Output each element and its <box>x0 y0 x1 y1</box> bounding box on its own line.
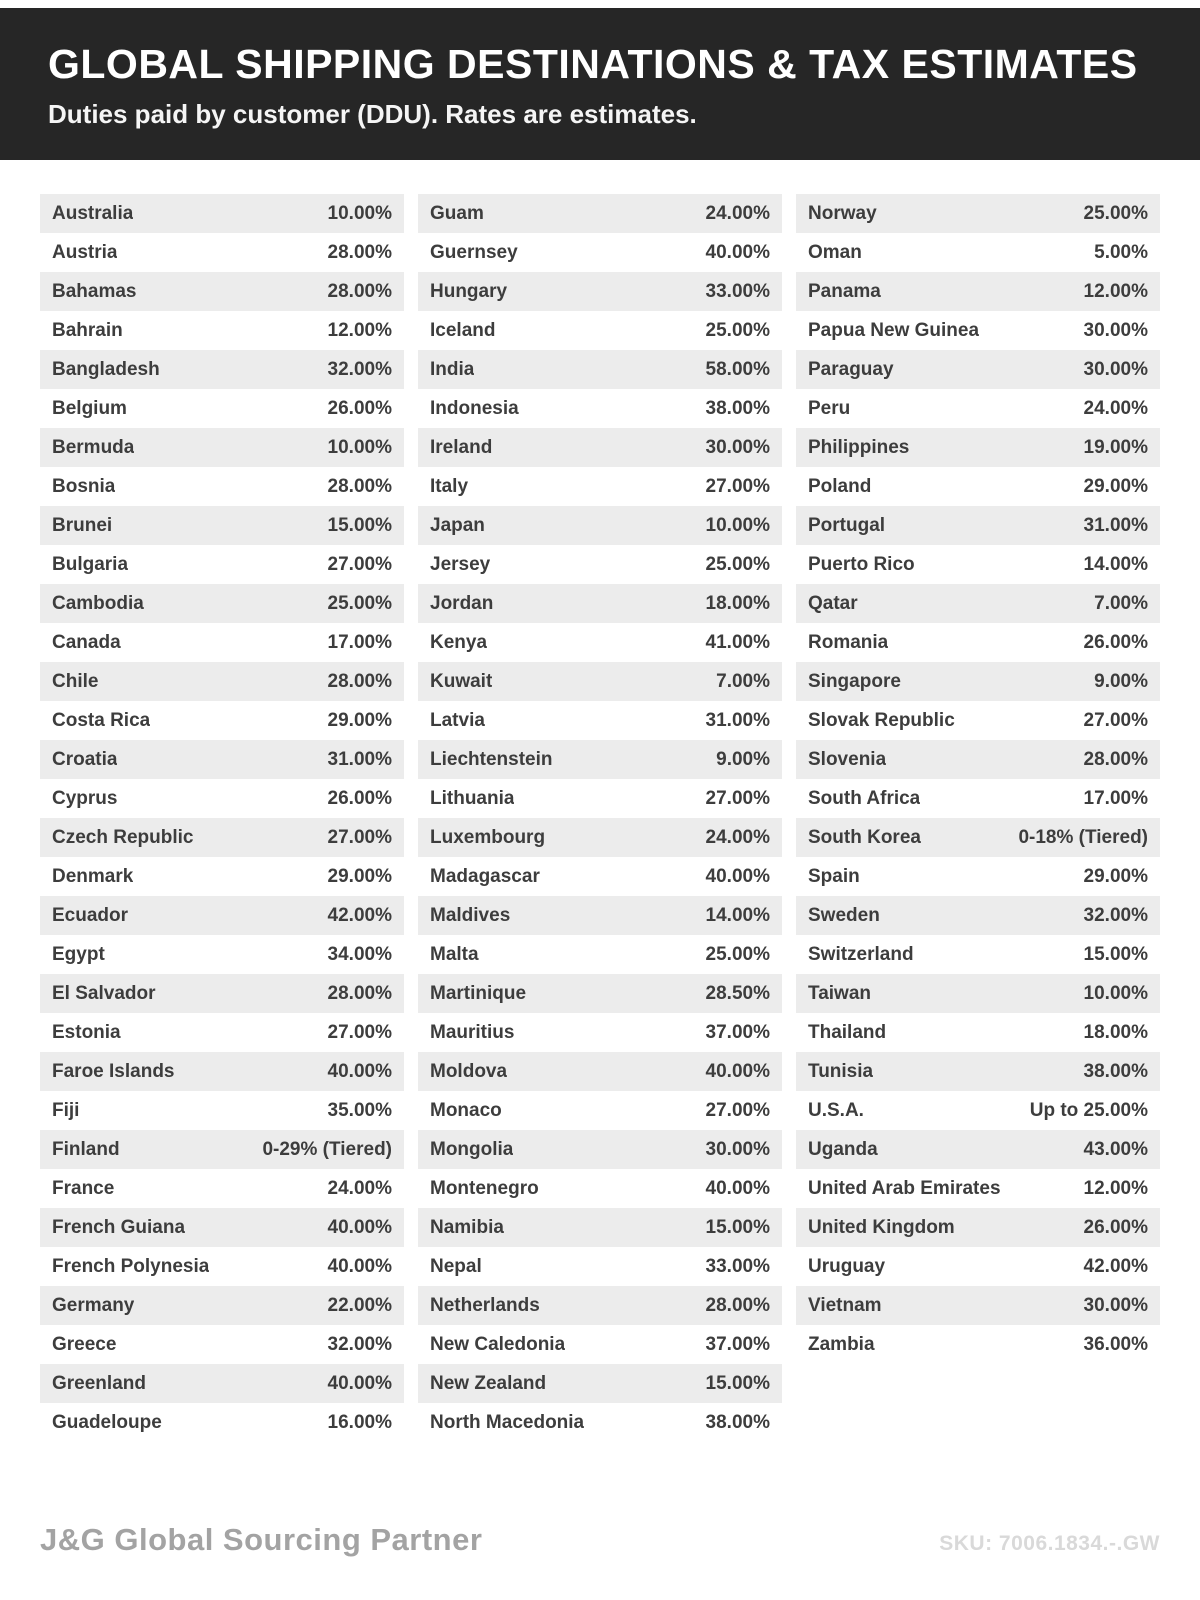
rate-value: 26.00% <box>1083 631 1148 653</box>
rate-value: 41.00% <box>705 631 770 653</box>
country-label: Canada <box>52 631 121 653</box>
rate-row <box>40 1247 404 1286</box>
rate-value: 27.00% <box>705 787 770 809</box>
country-label: Switzerland <box>808 943 914 965</box>
rate-value: 40.00% <box>327 1372 392 1394</box>
rate-row <box>418 1208 782 1247</box>
rate-row <box>40 623 404 662</box>
country-label: Fiji <box>52 1099 80 1121</box>
country-label: Mauritius <box>430 1021 515 1043</box>
rate-row <box>418 857 782 896</box>
rate-row <box>418 389 782 428</box>
rate-row <box>796 935 1160 974</box>
rate-row <box>40 311 404 350</box>
rate-row <box>418 428 782 467</box>
country-label: Iceland <box>430 319 496 341</box>
country-label: Zambia <box>808 1333 875 1355</box>
country-label: Bermuda <box>52 436 135 458</box>
country-label: Liechtenstein <box>430 748 553 770</box>
country-label: Cambodia <box>52 592 144 614</box>
footer <box>40 1522 1160 1558</box>
rate-row <box>418 1364 782 1403</box>
rate-value: 42.00% <box>327 904 392 926</box>
rate-value: 58.00% <box>705 358 770 380</box>
rate-row <box>418 935 782 974</box>
rate-value: 12.00% <box>1083 1177 1148 1199</box>
country-label: Bosnia <box>52 475 116 497</box>
country-label: Qatar <box>808 592 858 614</box>
rate-row <box>796 1286 1160 1325</box>
rate-value: 42.00% <box>1083 1255 1148 1277</box>
rate-value: 32.00% <box>327 1333 392 1355</box>
rate-value: 0-18% (Tiered) <box>1018 826 1148 848</box>
country-label: North Macedonia <box>430 1411 585 1433</box>
country-label: Japan <box>430 514 485 536</box>
page-subtitle: Duties paid by customer (DDU). Rates are estimates. <box>48 99 697 130</box>
rate-row <box>418 740 782 779</box>
rate-row <box>418 779 782 818</box>
rate-row <box>418 311 782 350</box>
country-label: New Zealand <box>430 1372 547 1394</box>
country-label: Romania <box>808 631 889 653</box>
rate-row <box>418 584 782 623</box>
brand-name: J&G Global Sourcing Partner <box>40 1522 483 1557</box>
rate-row <box>796 662 1160 701</box>
country-label: Spain <box>808 865 860 887</box>
rate-row <box>796 857 1160 896</box>
rate-value: 10.00% <box>327 202 392 224</box>
rate-value: 9.00% <box>716 748 770 770</box>
rate-value: 30.00% <box>705 436 770 458</box>
rate-value: 22.00% <box>327 1294 392 1316</box>
country-label: Papua New Guinea <box>808 319 980 341</box>
rate-row <box>40 389 404 428</box>
rate-value: 18.00% <box>1083 1021 1148 1043</box>
rate-row <box>418 1091 782 1130</box>
country-label: Mongolia <box>430 1138 514 1160</box>
rate-value: 27.00% <box>327 826 392 848</box>
rate-value: 26.00% <box>327 787 392 809</box>
rate-row <box>40 584 404 623</box>
rate-row <box>40 1013 404 1052</box>
country-label: Vietnam <box>808 1294 882 1316</box>
country-label: Bangladesh <box>52 358 160 380</box>
rate-column <box>40 194 404 1442</box>
country-label: Panama <box>808 280 881 302</box>
country-label: New Caledonia <box>430 1333 566 1355</box>
rate-row <box>40 818 404 857</box>
rate-value: 25.00% <box>327 592 392 614</box>
rate-value: 15.00% <box>327 514 392 536</box>
rate-row <box>418 506 782 545</box>
rate-value: 14.00% <box>1083 553 1148 575</box>
rate-value: 31.00% <box>705 709 770 731</box>
rate-row <box>796 974 1160 1013</box>
country-label: Croatia <box>52 748 118 770</box>
country-label: Guam <box>430 202 484 224</box>
rate-row <box>40 272 404 311</box>
rate-row <box>418 194 782 233</box>
rate-row <box>796 350 1160 389</box>
rate-value: 27.00% <box>327 553 392 575</box>
rate-value: 27.00% <box>705 1099 770 1121</box>
rate-row <box>418 623 782 662</box>
rate-value: 40.00% <box>705 865 770 887</box>
rate-value: 29.00% <box>327 709 392 731</box>
country-label: Cyprus <box>52 787 118 809</box>
header <box>0 8 1200 160</box>
country-label: Hungary <box>430 280 508 302</box>
page-title: GLOBAL SHIPPING DESTINATIONS & TAX ESTIMATES <box>48 41 1138 87</box>
country-label: Costa Rica <box>52 709 151 731</box>
rate-value: 28.00% <box>327 670 392 692</box>
rate-value: 25.00% <box>705 943 770 965</box>
rate-row <box>418 233 782 272</box>
rate-value: 24.00% <box>705 826 770 848</box>
country-label: Uganda <box>808 1138 878 1160</box>
country-label: Madagascar <box>430 865 540 887</box>
rate-row <box>796 389 1160 428</box>
rate-row <box>40 740 404 779</box>
country-label: Jersey <box>430 553 491 575</box>
rate-value: 30.00% <box>1083 358 1148 380</box>
rate-value: 29.00% <box>1083 865 1148 887</box>
rate-row <box>796 584 1160 623</box>
country-label: Italy <box>430 475 469 497</box>
rate-value: 14.00% <box>705 904 770 926</box>
rate-value: 0-29% (Tiered) <box>262 1138 392 1160</box>
rate-value: 31.00% <box>1083 514 1148 536</box>
rate-row <box>418 896 782 935</box>
rate-row <box>40 194 404 233</box>
rate-row <box>796 1091 1160 1130</box>
rate-row <box>796 701 1160 740</box>
rate-row <box>40 1052 404 1091</box>
country-label: Norway <box>808 202 877 224</box>
country-label: Namibia <box>430 1216 504 1238</box>
country-label: Singapore <box>808 670 901 692</box>
rate-value: 16.00% <box>327 1411 392 1433</box>
rate-row <box>796 896 1160 935</box>
rate-value: 17.00% <box>327 631 392 653</box>
country-label: El Salvador <box>52 982 156 1004</box>
country-label: Moldova <box>430 1060 508 1082</box>
rate-row <box>418 701 782 740</box>
country-label: United Arab Emirates <box>808 1177 1001 1199</box>
country-label: U.S.A. <box>808 1099 864 1121</box>
rate-value: 15.00% <box>1083 943 1148 965</box>
rate-value: 9.00% <box>1094 670 1148 692</box>
rate-column <box>418 194 782 1442</box>
country-label: Puerto Rico <box>808 553 915 575</box>
rate-value: 28.00% <box>327 280 392 302</box>
rate-value: 18.00% <box>705 592 770 614</box>
rate-row <box>40 1403 404 1442</box>
country-label: South Korea <box>808 826 921 848</box>
rate-row <box>796 1247 1160 1286</box>
rate-value: 19.00% <box>1083 436 1148 458</box>
rate-row <box>796 740 1160 779</box>
rate-value: 43.00% <box>1083 1138 1148 1160</box>
rate-value: 33.00% <box>705 1255 770 1277</box>
rate-value: 40.00% <box>327 1216 392 1238</box>
rate-value: 28.00% <box>705 1294 770 1316</box>
rate-columns <box>0 160 1200 1442</box>
rate-value: 12.00% <box>1083 280 1148 302</box>
rate-row <box>796 428 1160 467</box>
rate-value: 28.00% <box>1083 748 1148 770</box>
country-label: Germany <box>52 1294 135 1316</box>
rate-row <box>418 1403 782 1442</box>
country-label: Denmark <box>52 865 134 887</box>
country-label: Chile <box>52 670 99 692</box>
country-label: United Kingdom <box>808 1216 955 1238</box>
country-label: Tunisia <box>808 1060 874 1082</box>
country-label: France <box>52 1177 115 1199</box>
country-label: Kenya <box>430 631 488 653</box>
country-label: India <box>430 358 475 380</box>
country-label: Ireland <box>430 436 493 458</box>
rate-row <box>40 1130 404 1169</box>
rate-value: 7.00% <box>1094 592 1148 614</box>
rate-value: 37.00% <box>705 1021 770 1043</box>
rate-row <box>40 1091 404 1130</box>
rate-value: 12.00% <box>327 319 392 341</box>
rate-row <box>796 506 1160 545</box>
rate-row <box>40 701 404 740</box>
country-label: Philippines <box>808 436 910 458</box>
rate-value: 29.00% <box>327 865 392 887</box>
rate-row <box>40 233 404 272</box>
rate-row <box>40 545 404 584</box>
rate-row <box>40 428 404 467</box>
rate-row <box>796 1325 1160 1364</box>
rate-value: 35.00% <box>327 1099 392 1121</box>
rate-value: 40.00% <box>327 1255 392 1277</box>
rate-row <box>40 896 404 935</box>
sku-label: SKU: 7006.1834.-.GW <box>939 1532 1160 1555</box>
country-label: Taiwan <box>808 982 871 1004</box>
rate-value: 32.00% <box>1083 904 1148 926</box>
rate-value: 17.00% <box>1083 787 1148 809</box>
rate-row <box>40 1169 404 1208</box>
country-label: Paraguay <box>808 358 894 380</box>
country-label: Thailand <box>808 1021 887 1043</box>
country-label: Monaco <box>430 1099 502 1121</box>
rate-value: 24.00% <box>327 1177 392 1199</box>
country-label: Faroe Islands <box>52 1060 175 1082</box>
country-label: Finland <box>52 1138 120 1160</box>
rate-value: 30.00% <box>705 1138 770 1160</box>
country-label: Guernsey <box>430 241 518 263</box>
rate-row <box>796 545 1160 584</box>
country-label: Slovenia <box>808 748 887 770</box>
rate-value: 38.00% <box>1083 1060 1148 1082</box>
rate-row <box>796 467 1160 506</box>
country-label: Jordan <box>430 592 494 614</box>
rate-value: 28.00% <box>327 241 392 263</box>
rate-value: 37.00% <box>705 1333 770 1355</box>
rate-row <box>40 662 404 701</box>
country-label: Maldives <box>430 904 511 926</box>
rate-value: 33.00% <box>705 280 770 302</box>
rate-value: 25.00% <box>705 319 770 341</box>
rate-row <box>418 1286 782 1325</box>
rate-value: 25.00% <box>705 553 770 575</box>
rate-value: 25.00% <box>1083 202 1148 224</box>
rate-row <box>796 233 1160 272</box>
rate-row <box>40 350 404 389</box>
rate-value: 26.00% <box>1083 1216 1148 1238</box>
rate-row <box>418 1247 782 1286</box>
rate-row <box>796 1130 1160 1169</box>
country-label: Oman <box>808 241 862 263</box>
rate-value: 7.00% <box>716 670 770 692</box>
rate-row <box>418 818 782 857</box>
rate-row <box>796 311 1160 350</box>
rate-value: 30.00% <box>1083 1294 1148 1316</box>
rate-row <box>40 1364 404 1403</box>
country-label: Greenland <box>52 1372 146 1394</box>
rate-row <box>418 1013 782 1052</box>
rate-value: 34.00% <box>327 943 392 965</box>
rate-row <box>40 506 404 545</box>
rate-value: 10.00% <box>327 436 392 458</box>
rate-value: 30.00% <box>1083 319 1148 341</box>
rate-row <box>40 857 404 896</box>
rate-column <box>796 194 1160 1364</box>
country-label: Montenegro <box>430 1177 539 1199</box>
rate-value: Up to 25.00% <box>1029 1099 1148 1121</box>
rate-value: 24.00% <box>1083 397 1148 419</box>
country-label: Czech Republic <box>52 826 194 848</box>
country-label: Ecuador <box>52 904 129 926</box>
country-label: Peru <box>808 397 851 419</box>
rate-row <box>40 935 404 974</box>
rate-value: 40.00% <box>705 1060 770 1082</box>
country-label: Latvia <box>430 709 485 731</box>
country-label: Netherlands <box>430 1294 540 1316</box>
rate-row <box>418 662 782 701</box>
country-label: Egypt <box>52 943 105 965</box>
country-label: French Polynesia <box>52 1255 210 1277</box>
rate-value: 27.00% <box>705 475 770 497</box>
country-label: Bahrain <box>52 319 123 341</box>
rate-value: 27.00% <box>327 1021 392 1043</box>
rate-row <box>796 194 1160 233</box>
rate-value: 24.00% <box>705 202 770 224</box>
rate-value: 38.00% <box>705 397 770 419</box>
country-label: Uruguay <box>808 1255 886 1277</box>
rate-row <box>418 1130 782 1169</box>
rate-value: 40.00% <box>327 1060 392 1082</box>
rate-row <box>796 272 1160 311</box>
rate-value: 36.00% <box>1083 1333 1148 1355</box>
rate-value: 32.00% <box>327 358 392 380</box>
rate-row <box>40 1208 404 1247</box>
country-label: Bahamas <box>52 280 137 302</box>
rate-row <box>796 1169 1160 1208</box>
country-label: Australia <box>52 202 134 224</box>
country-label: Guadeloupe <box>52 1411 162 1433</box>
rate-value: 15.00% <box>705 1372 770 1394</box>
country-label: Austria <box>52 241 118 263</box>
country-label: Estonia <box>52 1021 121 1043</box>
rate-row <box>40 467 404 506</box>
rate-value: 15.00% <box>705 1216 770 1238</box>
rate-row <box>418 1325 782 1364</box>
rate-value: 40.00% <box>705 1177 770 1199</box>
country-label: Lithuania <box>430 787 515 809</box>
rate-row <box>418 1052 782 1091</box>
rate-value: 28.50% <box>705 982 770 1004</box>
rate-value: 28.00% <box>327 475 392 497</box>
rate-row <box>796 1052 1160 1091</box>
country-label: Poland <box>808 475 872 497</box>
rate-row <box>796 779 1160 818</box>
rate-value: 26.00% <box>327 397 392 419</box>
country-label: Bulgaria <box>52 553 129 575</box>
country-label: Martinique <box>430 982 527 1004</box>
country-label: Nepal <box>430 1255 482 1277</box>
rate-row <box>796 818 1160 857</box>
rate-value: 31.00% <box>327 748 392 770</box>
rate-value: 10.00% <box>705 514 770 536</box>
rate-value: 40.00% <box>705 241 770 263</box>
rate-row <box>418 1169 782 1208</box>
rate-row <box>796 1208 1160 1247</box>
country-label: Malta <box>430 943 479 965</box>
country-label: Greece <box>52 1333 117 1355</box>
rate-value: 38.00% <box>705 1411 770 1433</box>
country-label: Portugal <box>808 514 886 536</box>
country-label: Sweden <box>808 904 880 926</box>
rate-row <box>418 467 782 506</box>
country-label: French Guiana <box>52 1216 186 1238</box>
country-label: Belgium <box>52 397 127 419</box>
rate-row <box>796 1013 1160 1052</box>
rate-value: 5.00% <box>1094 241 1148 263</box>
rate-row <box>418 350 782 389</box>
country-label: Luxembourg <box>430 826 546 848</box>
rate-value: 28.00% <box>327 982 392 1004</box>
rate-row <box>40 779 404 818</box>
rate-row <box>40 1325 404 1364</box>
country-label: South Africa <box>808 787 921 809</box>
country-label: Slovak Republic <box>808 709 955 731</box>
country-label: Indonesia <box>430 397 519 419</box>
country-label: Kuwait <box>430 670 493 692</box>
rate-row <box>796 623 1160 662</box>
rate-value: 27.00% <box>1083 709 1148 731</box>
rate-row <box>418 545 782 584</box>
rate-row <box>40 1286 404 1325</box>
country-label: Brunei <box>52 514 113 536</box>
rate-value: 10.00% <box>1083 982 1148 1004</box>
rate-row <box>418 272 782 311</box>
rate-value: 29.00% <box>1083 475 1148 497</box>
rate-row <box>40 974 404 1013</box>
rate-row <box>418 974 782 1013</box>
